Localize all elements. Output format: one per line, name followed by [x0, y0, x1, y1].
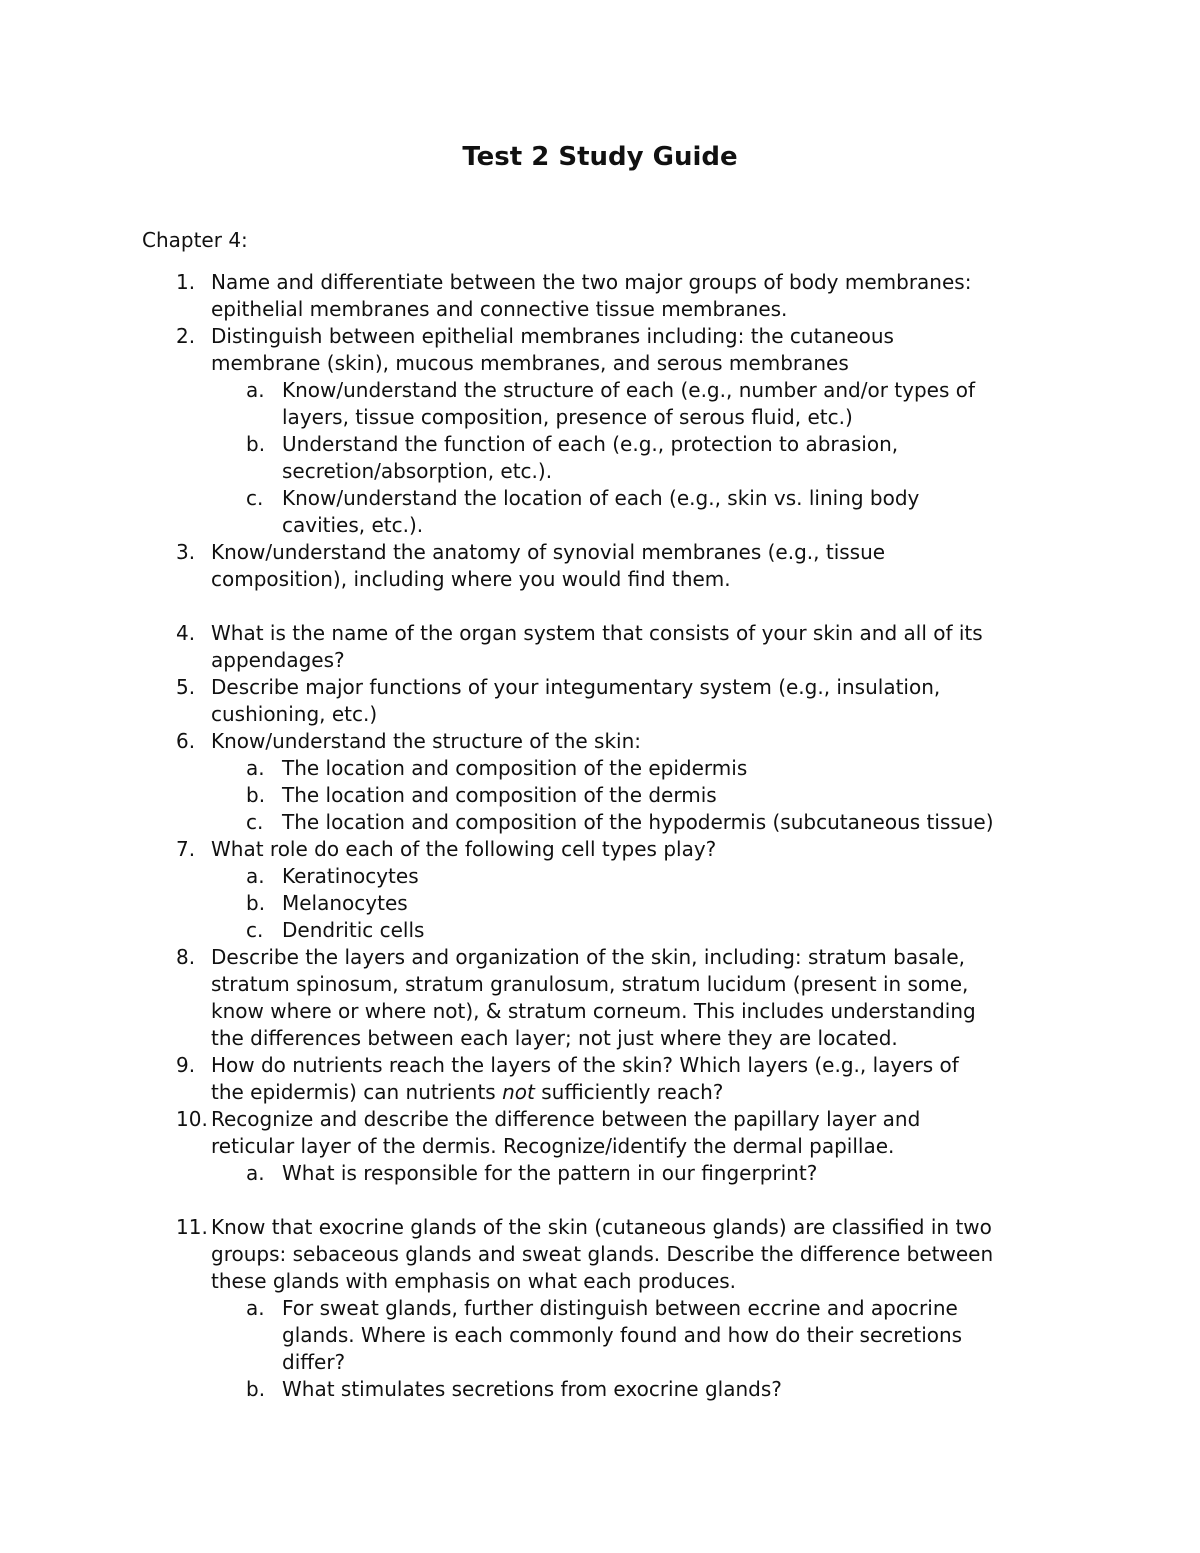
list-item-continuation — [0, 998, 1200, 1025]
item-text: Describe major functions of your integumentary system (e.g., insulation, — [211, 675, 941, 699]
item-text: composition), including where you would find them. — [211, 567, 731, 591]
list-item — [0, 323, 1200, 350]
sub-item-letter: c. — [246, 918, 264, 942]
list-item — [0, 1214, 1200, 1241]
item-text: these glands with emphasis on what each produces. — [211, 1269, 737, 1293]
sub-item-letter: a. — [246, 378, 265, 402]
item-number: 6. — [176, 729, 196, 753]
list-item-continuation — [0, 1268, 1200, 1295]
sub-item-letter: a. — [246, 756, 265, 780]
item-text: groups: sebaceous glands and sweat glands. Describe the difference between — [211, 1242, 994, 1266]
item-text: What role do each of the following cell types play? — [211, 837, 717, 861]
list-item — [0, 1106, 1200, 1133]
item-text: reticular layer of the dermis. Recognize/identify the dermal papillae. — [211, 1134, 895, 1158]
item-number: 11. — [176, 1215, 208, 1239]
sub-item — [0, 863, 1200, 890]
sub-item-continuation — [0, 404, 1200, 431]
item-number: 9. — [176, 1053, 196, 1077]
list-item-continuation — [0, 1133, 1200, 1160]
list-item — [0, 728, 1200, 755]
sub-item-letter: a. — [246, 1296, 265, 1320]
sub-item-text: For sweat glands, further distinguish between eccrine and apocrine — [282, 1296, 958, 1320]
sub-item — [0, 917, 1200, 944]
sub-item-text: layers, tissue composition, presence of serous fluid, etc.) — [282, 405, 853, 429]
item-text: cushioning, etc.) — [211, 702, 378, 726]
sub-item-text: Know/understand the location of each (e.g., skin vs. lining body — [282, 486, 920, 510]
sub-item-text: Melanocytes — [282, 891, 408, 915]
sub-item-text: What stimulates secretions from exocrine glands? — [282, 1377, 782, 1401]
sub-item-text: The location and composition of the hypodermis (subcutaneous tissue) — [282, 810, 994, 834]
sub-item-text: The location and composition of the dermis — [282, 783, 717, 807]
item-number: 2. — [176, 324, 196, 348]
list-item-continuation — [0, 296, 1200, 323]
list-item — [0, 269, 1200, 296]
sub-item-text: differ? — [282, 1350, 346, 1374]
item-text: Name and differentiate between the two major groups of body membranes: — [211, 270, 972, 294]
item-text: stratum spinosum, stratum granulosum, stratum lucidum (present in some, — [211, 972, 969, 996]
item-text: Know/understand the anatomy of synovial membranes (e.g., tissue — [211, 540, 886, 564]
list-item — [0, 944, 1200, 971]
item-text: What is the name of the organ system that consists of your skin and all of its — [211, 621, 983, 645]
item-text: How do nutrients reach the layers of the skin? Which layers (e.g., layers of — [211, 1053, 959, 1077]
item-text-part: sufficiently reach? — [534, 1080, 724, 1104]
list-item-continuation — [0, 1241, 1200, 1268]
item-number: 3. — [176, 540, 196, 564]
sub-item-continuation — [0, 1322, 1200, 1349]
sub-item-continuation — [0, 1349, 1200, 1376]
sub-item — [0, 1376, 1200, 1403]
item-text: Know/understand the structure of the skin: — [211, 729, 642, 753]
item-text: Know that exocrine glands of the skin (cutaneous glands) are classified in two — [211, 1215, 992, 1239]
sub-item — [0, 755, 1200, 782]
sub-item — [0, 377, 1200, 404]
sub-item-letter: a. — [246, 1161, 265, 1185]
sub-item-letter: b. — [246, 783, 266, 807]
item-text — [211, 1079, 723, 1106]
question-list — [0, 269, 1200, 1403]
item-text: membrane (skin), mucous membranes, and serous membranes — [211, 351, 849, 375]
chapter-heading: Chapter 4: — [142, 228, 248, 252]
blank-line — [0, 593, 1200, 620]
sub-item — [0, 431, 1200, 458]
sub-item — [0, 890, 1200, 917]
list-item-continuation — [0, 350, 1200, 377]
item-number: 1. — [176, 270, 196, 294]
list-item-continuation — [0, 647, 1200, 674]
list-item — [0, 539, 1200, 566]
item-text-part: the epidermis) can nutrients — [211, 1080, 503, 1104]
blank-line — [0, 1187, 1200, 1214]
list-item — [0, 620, 1200, 647]
item-number: 5. — [176, 675, 196, 699]
sub-item-continuation — [0, 458, 1200, 485]
item-number: 4. — [176, 621, 196, 645]
sub-item-text: Dendritic cells — [282, 918, 425, 942]
list-item-continuation — [0, 971, 1200, 998]
sub-item-text: What is responsible for the pattern in our fingerprint? — [282, 1161, 818, 1185]
sub-item-letter: c. — [246, 486, 264, 510]
list-item-continuation — [0, 1025, 1200, 1052]
sub-item-letter: c. — [246, 810, 264, 834]
item-text: epithelial membranes and connective tissue membranes. — [211, 297, 788, 321]
sub-item — [0, 782, 1200, 809]
item-number: 8. — [176, 945, 196, 969]
sub-item — [0, 809, 1200, 836]
item-text: the differences between each layer; not just where they are located. — [211, 1026, 898, 1050]
list-item-continuation — [0, 566, 1200, 593]
item-text: Distinguish between epithelial membranes including: the cutaneous — [211, 324, 894, 348]
sub-item-letter: b. — [246, 432, 266, 456]
sub-item-continuation — [0, 512, 1200, 539]
item-number: 7. — [176, 837, 196, 861]
list-item — [0, 674, 1200, 701]
sub-item-text: glands. Where is each commonly found and how do their secretions — [282, 1323, 963, 1347]
list-item — [0, 836, 1200, 863]
list-item-continuation — [0, 1079, 1200, 1106]
sub-item-letter: b. — [246, 1377, 266, 1401]
sub-item — [0, 1160, 1200, 1187]
item-text: appendages? — [211, 648, 345, 672]
sub-item-text: secretion/absorption, etc.). — [282, 459, 553, 483]
item-text: Recognize and describe the difference between the papillary layer and — [211, 1107, 921, 1131]
sub-item — [0, 485, 1200, 512]
sub-item-text: Understand the function of each (e.g., protection to abrasion, — [282, 432, 899, 456]
sub-item-text: Keratinocytes — [282, 864, 419, 888]
item-text: know where or where not), & stratum corneum. This includes understanding — [211, 999, 976, 1023]
sub-item-letter: a. — [246, 864, 265, 888]
list-item — [0, 1052, 1200, 1079]
sub-item-text: The location and composition of the epidermis — [282, 756, 748, 780]
sub-item — [0, 1295, 1200, 1322]
item-text: Describe the layers and organization of the skin, including: stratum basale, — [211, 945, 965, 969]
list-item-continuation — [0, 701, 1200, 728]
sub-item-text: Know/understand the structure of each (e.g., number and/or types of — [282, 378, 976, 402]
item-number: 10. — [176, 1107, 208, 1131]
sub-item-letter: b. — [246, 891, 266, 915]
page-title: Test 2 Study Guide — [462, 142, 738, 172]
sub-item-text: cavities, etc.). — [282, 513, 424, 537]
emphasis-text: not — [502, 1080, 535, 1104]
